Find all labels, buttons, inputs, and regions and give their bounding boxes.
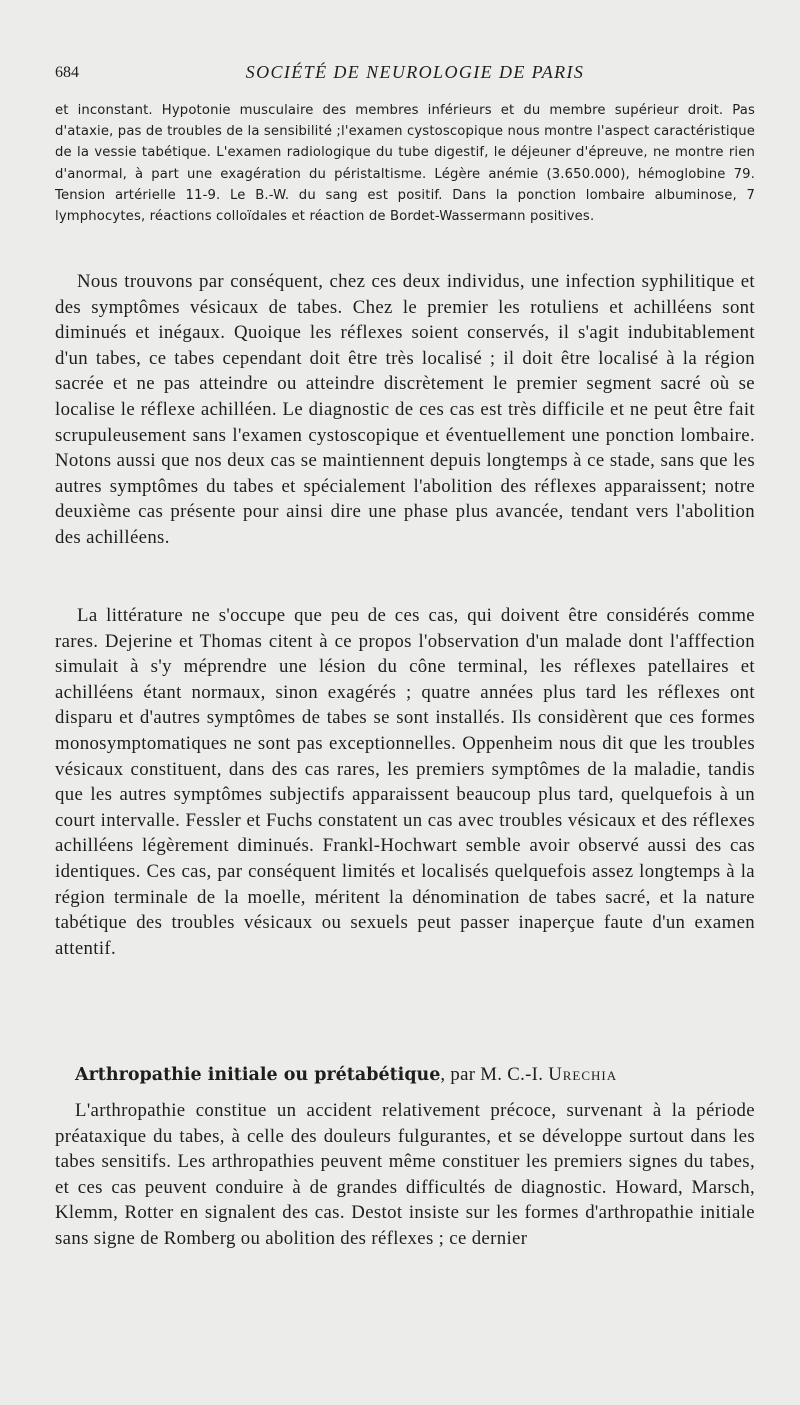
- body-paragraph: La littérature ne s'occupe que peu de ces cas, qui doivent être considérés comme rares. Dejerine et Thomas citent à ce propos l'observation d'un malade dont l'afffection simulait à s'y méprendre une lésion du cône terminal, les réflexes patellaires et achilléens étant normaux, sinon exagérés ; quatre années plus tard les réflexes ont disparu et d'autres symptômes de tabes se sont installés. Ils considèrent que ces formes monosymptomatiques ne sont pas exceptionnelles. Oppenheim nous dit que les troubles vésicaux constituent, dans des cas rares, les premiers symptômes de la maladie, tandis que les autres symptômes subjectifs apparaissent beaucoup plus tard, quelquefois à un court intervalle. Fessler et Fuchs constatent un cas avec troubles vésicaux et des réflexes achilléens légèrement diminués. Frankl-Hochwart semble avoir observé aussi des cas identiques. Ces cas, par conséquent limités et localisés quelquefois assez longtemps à la région terminale de la moelle, méritent la dénomination de tabes sacré, et la nature tabétique des troubles vésicaux ou sexuels peut passer inaperçue faute d'un examen attentif.: [55, 605, 755, 959]
- article-title: Arthropathie initiale ou prétabétique: [75, 1065, 441, 1085]
- body-paragraph: Nous trouvons par conséquent, chez ces deux individus, une infection syphilitique et des symptômes vésicaux de tabes. Chez le premier les rotuliens et achilléens sont diminués et inégaux. Quoique les réflexes soient conservés, il s'agit indubitablement d'un tabes, ce tabes cependant doit être très localisé ; il doit être localisé à la région sacrée et ne pas atteindre ou atteindre discrètement le premier segment sacré où se localise le réflexe achilléen. Le diagnostic de ces cas est très difficile et ne peut être fait scrupuleusement sans l'examen cystoscopique et éventuellement une ponction lombaire. Notons aussi que nos deux cas se maintiennent depuis longtemps à ce stade, sans que les autres symptômes du tabes et spécialement l'abolition des réflexes apparaissent; notre deuxième cas présente pour ainsi dire une phase plus avancée, tendant vers l'abolition des achilléens.: [55, 271, 755, 548]
- page-header: [55, 62, 755, 86]
- article-first-paragraph: L'arthropathie constitue un accident relativement précoce, survenant à la période préataxique du tabes, à celle des douleurs fulgurantes, et se développe surtout dans les tabes sensitifs. Les arthropathies peuvent même constituer les premiers signes du tabes, et ces cas peuvent conduire à de grandes difficultés de diagnostic. Howard, Marsch, Klemm, Rotter en signalent des cas. Destot insiste sur les formes d'arthropathie initiale sans signe de Romberg ou abolition des réflexes ; ce dernier: [55, 1100, 755, 1249]
- article-author-surname: Urechia: [548, 1064, 618, 1085]
- article-heading: [75, 1062, 755, 1088]
- case-report-paragraph: et inconstant. Hypotonie musculaire des membres inférieurs et du membre supérieur droit. Pas d'ataxie, pas de troubles de la sensibilité ;l'examen cystoscopique nous montre l'aspect caractéristique de la vessie tabétique. L'examen radiologique du tube digestif, le déjeuner d'épreuve, ne montre rien d'anormal, à part une exagération du péristaltisme. Légère anémie (3.650.000), hémoglobine 79. Tension artérielle 11-9. Le B.-W. du sang est positif. Dans la ponction lombaire albuminose, 7 lymphocytes, réactions colloïdales et réaction de Bordet-Wassermann positives.: [55, 103, 755, 225]
- running-title: SOCIÉTÉ DE NEUROLOGIE DE PARIS: [245, 62, 585, 82]
- page-number: 684: [55, 64, 79, 81]
- article-author-prefix: , par M. C.-I.: [440, 1064, 549, 1085]
